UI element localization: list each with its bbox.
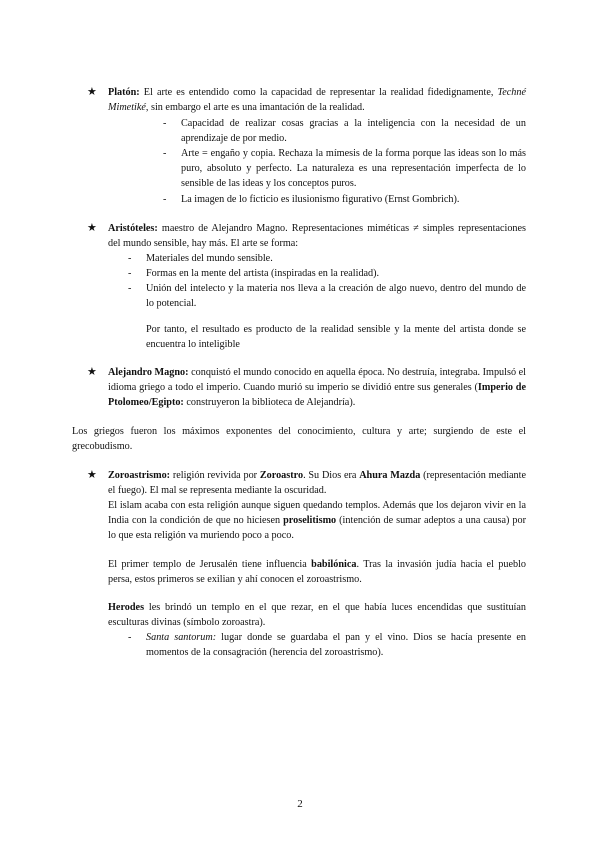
herodes-text: les brindó un templo en el que rezar, en el que había luces encendidas que sustituían esculturas divinas (símbolo zoroastra). <box>108 602 526 629</box>
alejandro-text-2: construyeron la biblioteca de Alejandría). <box>183 397 356 409</box>
alejandro-bold-2: Imperio de Ptolomeo/Egipto: <box>108 382 526 409</box>
list-dash: - <box>128 632 132 643</box>
platon-item-2: Arte = engaño y copia. Rechaza la mímesis de la forma porque las ideas son lo más puro, absoluto y perfecto. La naturaleza es una representación imperfecta de lo sensible de las ideas y los conceptos puros. <box>181 148 526 190</box>
ahura-mazda-bold: Ahura Mazda <box>359 470 421 481</box>
santa-santorum-text: lugar donde se guardaba el pan y el vino. Dios se hacía presente en momentos de la consagración (herencia del zoroastrismo). <box>146 632 527 659</box>
platon-paragraph <box>108 85 526 115</box>
star-bullet-icon: ★ <box>87 86 97 98</box>
platon-term: Platón: <box>108 87 140 98</box>
zoroastrismo-term: Zoroastrismo: <box>108 470 171 481</box>
santa-santorum-item <box>146 630 526 660</box>
aristoteles-text: maestro de Alejandro Magno. Representaciones miméticas ≠ simples representaciones del mundo sensible, hay más. El arte se forma: <box>108 223 526 250</box>
star-bullet-icon: ★ <box>87 222 97 234</box>
santa-santorum-italic: Santa santorum: <box>146 632 217 643</box>
jerusalen-text-2: . Tras la invasión judía hacia el pueblo persa, estos primeros se exilian y ahí conocen el zoroastrismo. <box>108 559 526 586</box>
babilonica-bold: babilónica <box>311 559 357 570</box>
list-dash: - <box>128 283 132 294</box>
zoroastrismo-text-1: religión revivida por <box>170 470 260 481</box>
aristoteles-item-3: Unión del intelecto y la materia nos lleva a la creación de algo nuevo, dentro del mundo de lo potencial. <box>146 283 526 310</box>
jerusalen-paragraph <box>108 557 526 587</box>
zoroastrismo-paragraph <box>108 468 526 498</box>
zoroastrismo-text-3: (representación mediante el fuego). El mal se representa mediante la oscuridad. <box>108 470 526 497</box>
proselitismo-bold: proselitismo <box>283 515 337 527</box>
list-dash: - <box>163 194 167 205</box>
zoroastro-bold: Zoroastro <box>259 470 304 481</box>
alejandro-text-1: conquistó el mundo conocido en aquella época. No destruía, integraba. Impulsó el idioma griego a todo el imperio. Cuando murió su imperio se dividió entre sus generales ( <box>108 367 526 394</box>
platon-item-1: Capacidad de realizar cosas gracias a la inteligencia con la necesidad de un aprendizaje de por medio. <box>181 118 526 145</box>
islam-text-2: (intención de sumar adeptos a una causa) por lo que esta religión va muriendo poco a poco. <box>108 515 526 542</box>
star-bullet-icon: ★ <box>87 469 97 481</box>
list-dash: - <box>128 268 132 279</box>
islam-paragraph <box>108 498 526 544</box>
aristoteles-item-2: Formas en la mente del artista (inspiradas en la realidad). <box>146 268 380 279</box>
herodes-paragraph <box>108 600 526 630</box>
zoroastrismo-text-2: . Su Dios era <box>303 470 360 481</box>
herodes-bold: Herodes <box>108 602 145 613</box>
star-bullet-icon: ★ <box>87 366 97 378</box>
alejandro-paragraph <box>108 365 526 411</box>
list-dash: - <box>163 148 167 159</box>
griegos-paragraph: Los griegos fueron los máximos exponentes del conocimiento, cultura y arte; surgiendo de este el grecobudismo. <box>72 426 526 453</box>
aristoteles-item-1: Materiales del mundo sensible. <box>146 253 273 264</box>
islam-text-1: El islam acaba con esta religión aunque siguen quedando templos. Además que los dejaron vivir en la India con la condición de que no hiciesen <box>108 500 526 527</box>
platon-italic: Techné Mimetiké <box>108 87 526 114</box>
platon-text-2: , sin embargo el arte es una imantación de la realidad. <box>145 102 365 114</box>
page-number: 2 <box>297 798 303 810</box>
aristoteles-paragraph <box>108 221 526 251</box>
platon-item-3: La imagen de lo ficticio es ilusionismo figurativo (Ernst Gombrich). <box>181 194 460 205</box>
alejandro-term: Alejandro Magno: <box>108 367 189 378</box>
aristoteles-term: Aristóteles: <box>108 223 158 234</box>
list-dash: - <box>163 118 167 129</box>
aristoteles-conclusion: Por tanto, el resultado es producto de la realidad sensible y la mente del artista donde se encuentra lo inteligible <box>146 324 526 351</box>
platon-text-1: El arte es entendido como la capacidad de representar la realidad fidedignamente, <box>139 87 498 98</box>
jerusalen-text-1: El primer templo de Jerusalén tiene influencia <box>108 559 312 570</box>
list-dash: - <box>128 253 132 264</box>
